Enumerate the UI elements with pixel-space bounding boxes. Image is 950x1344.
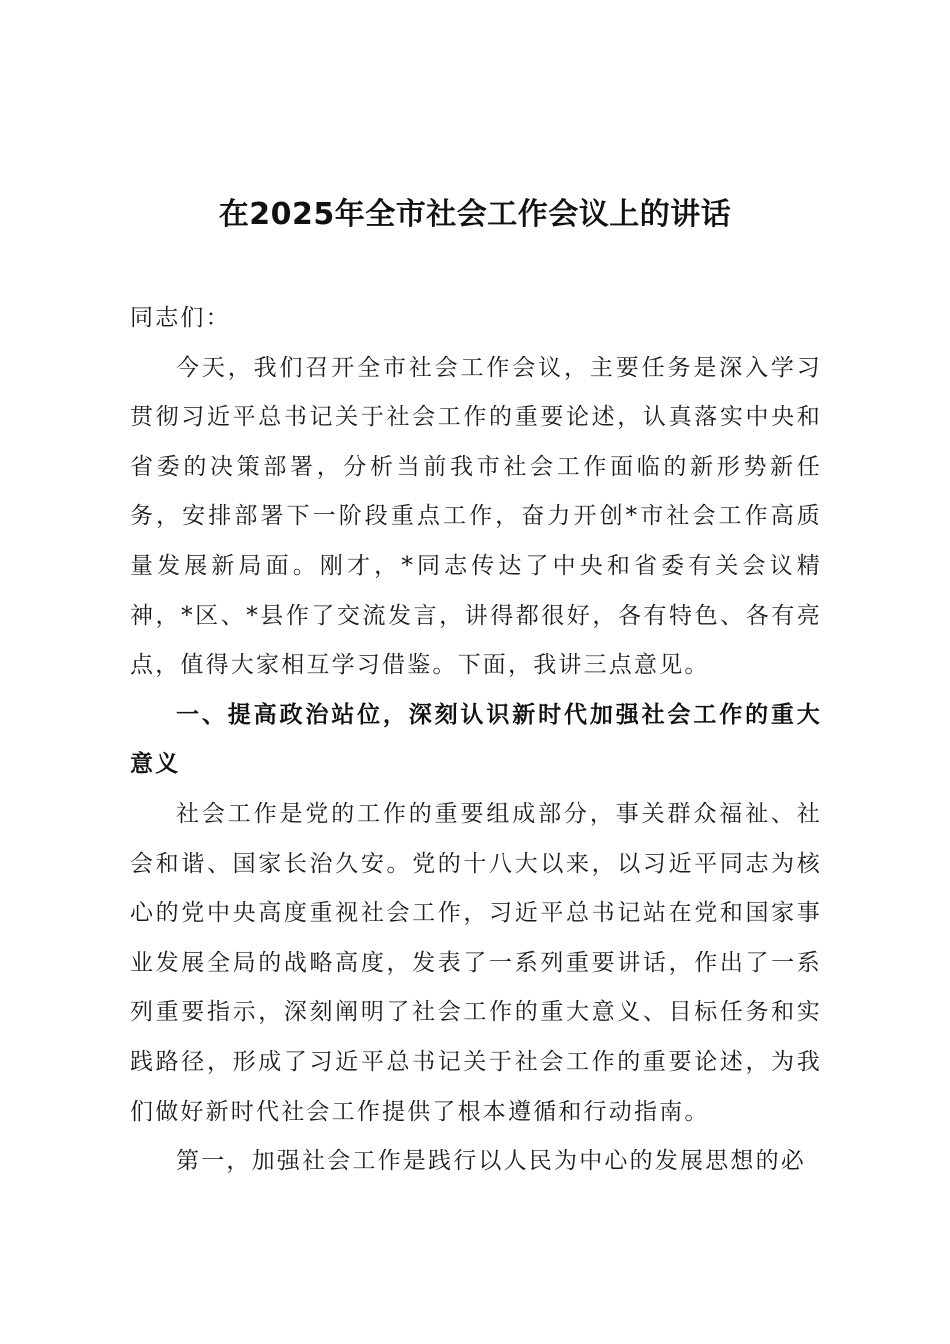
paragraph-point-1: 第一，加强社会工作是践行以人民为中心的发展思想的必 (176, 1148, 806, 1175)
salutation: 同志们： (130, 305, 231, 331)
paragraph-intro: 今天，我们召开全市社会工作会议，主要任务是深入学习贯彻习近平总书记关于社会工作的重要论述，认真落实中央和省委的决策部署，分析当前我市社会工作面临的新形势新任务，安排部署下一阶段重点工作，奋力开创*市社会工作高质量发展新局面。刚才，*同志传达了中央和省委有关会议精神，*区、*县作了交流发言，讲得都很好，各有特色、各有亮点，值得大家相互学习借鉴。下面，我讲三点意见。 (130, 354, 822, 679)
document-body (130, 294, 822, 1187)
document-title: 在2025年全市社会工作会议上的讲话 (218, 197, 732, 232)
section-heading-1: 一、提高政治站位，深刻认识新时代加强社会工作的重大意义 (130, 701, 822, 778)
paragraph-section-1: 社会工作是党的工作的重要组成部分，事关群众福祉、社会和谐、国家长治久安。党的十八大以来，以习近平同志为核心的党中央高度重视社会工作，习近平总书记站在党和国家事业发展全局的战略高度，发表了一系列重要讲话，作出了一系列重要指示，深刻阐明了社会工作的重大意义、目标任务和实践路径，形成了习近平总书记关于社会工作的重要论述，为我们做好新时代社会工作提供了根本遵循和行动指南。 (130, 800, 822, 1125)
